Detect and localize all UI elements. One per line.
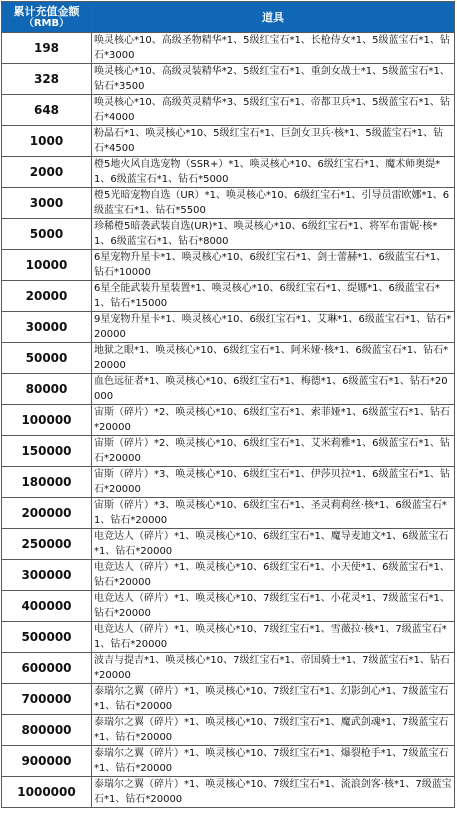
recharge-amount-cell: 2000 (2, 157, 92, 188)
reward-items-text: 泰瑞尔之翼（碎片）*1、唤灵核心*10、7级红宝石*1、爆裂枪手*1、7级蓝宝石*1、钻石*20000 (94, 748, 449, 774)
recharge-amount-cell: 180000 (2, 467, 92, 498)
table-row (2, 591, 455, 622)
recharge-amount-cell: 800000 (2, 715, 92, 746)
recharge-amount-cell: 150000 (2, 436, 92, 467)
reward-items-text: 宙斯（碎片）*3、唤灵核心*10、6级红宝石*1、伊莎贝拉*1、6级蓝宝石*1、钻石*20000 (94, 469, 450, 495)
table-row (2, 529, 455, 560)
reward-items-text: 地狱之眼*1、唤灵核心*10、6级红宝石*1、阿米娅·核*1、6级蓝宝石*1、钻石*20000 (94, 345, 449, 371)
reward-items-cell (92, 157, 455, 188)
reward-items-text: 波吉与提吉*1、唤灵核心*10、7级红宝石*1、帝国骑士*1、7级蓝宝石*1、钻石*20000 (94, 655, 450, 681)
recharge-amount-cell: 5000 (2, 219, 92, 250)
header-amount-unit: （RMB） (23, 17, 70, 29)
reward-items-text: 泰瑞尔之翼（碎片）*1、唤灵核心*10、7级红宝石*1、流浪剑客·核*1、7级蓝宝石*1、钻石*20000 (94, 779, 452, 805)
header-cumulative-amount (2, 2, 92, 33)
table-row (2, 684, 455, 715)
table-row (2, 622, 455, 653)
recharge-amount-cell: 200000 (2, 498, 92, 529)
reward-items-text: 橙5地火风自选宠物（SSR+）*1、唤灵核心*10、6级红宝石*1、魔术师奥缇*1、6级蓝宝石*1、钻石*5000 (94, 159, 441, 185)
reward-items-text: 唤灵核心*10、高级圣物精华*1、5级红宝石*1、长枪侍女*1、5级蓝宝石*1、钻石*3000 (94, 35, 450, 61)
recharge-amount-cell: 600000 (2, 653, 92, 684)
reward-items-cell (92, 95, 455, 126)
reward-items-text: 橙5光暗宠物自选（UR）*1、唤灵核心*10、6级红宝石*1、引导员雷欧娜*1、6级蓝宝石*1、钻石*5500 (94, 190, 450, 216)
table-row (2, 436, 455, 467)
table-row (2, 777, 455, 808)
recharge-amount-cell: 20000 (2, 281, 92, 312)
recharge-amount-cell: 80000 (2, 374, 92, 405)
reward-items-text: 粉晶石*1、唤灵核心*10、5级红宝石*1、巨剑女卫兵·核*1、5级蓝宝石*1、钻石*4500 (94, 128, 444, 154)
reward-items-text: 9星宠物升星卡*1、唤灵核心*10、6级红宝石*1、艾琳*1、6级蓝宝石*1、钻石*20000 (94, 314, 452, 340)
reward-items-cell (92, 219, 455, 250)
table-row (2, 715, 455, 746)
table-row (2, 188, 455, 219)
table-row (2, 33, 455, 64)
reward-items-cell (92, 777, 455, 808)
recharge-amount-cell: 400000 (2, 591, 92, 622)
reward-items-cell (92, 312, 455, 343)
header-amount-title: 累计充值金额 (13, 4, 80, 18)
table-row (2, 746, 455, 777)
recharge-amount-cell: 648 (2, 95, 92, 126)
reward-items-text: 电竞达人（碎片）*1、唤灵核心*10、7级红宝石*1、小花灵*1、7级蓝宝石*1、钻石*20000 (94, 593, 450, 619)
recharge-amount-cell: 50000 (2, 343, 92, 374)
recharge-amount-cell: 100000 (2, 405, 92, 436)
reward-items-cell (92, 250, 455, 281)
table-row (2, 64, 455, 95)
reward-items-text: 6星全能武装升星装置*1、唤灵核心*10、6级红宝石*1、缇娜*1、6级蓝宝石*1、钻石*15000 (94, 283, 440, 309)
reward-items-text: 珍稀橙5暗袭武装自选(UR)*1、唤灵核心*10、6级红宝石*1、将军布雷妮·核*1、6级蓝宝石*1、钻石*8000 (94, 221, 438, 247)
reward-items-text: 唤灵核心*10、高级灵装精华*2、5级红宝石*1、重剑女战士*1、5级蓝宝石*1、钻石*3500 (94, 66, 450, 92)
reward-items-cell (92, 622, 455, 653)
reward-items-cell (92, 684, 455, 715)
reward-items-cell (92, 343, 455, 374)
reward-items-cell (92, 281, 455, 312)
table-row (2, 219, 455, 250)
table-row (2, 343, 455, 374)
header-items: 道具 (92, 2, 455, 33)
recharge-amount-cell: 198 (2, 33, 92, 64)
recharge-amount-cell: 250000 (2, 529, 92, 560)
table-row (2, 653, 455, 684)
reward-items-cell (92, 33, 455, 64)
reward-items-cell (92, 374, 455, 405)
reward-items-text: 电竞达人（碎片）*1、唤灵核心*10、6级红宝石*1、小天使*1、6级蓝宝石*1、钻石*20000 (94, 562, 450, 588)
reward-items-text: 血色远征者*1、唤灵核心*10、6级红宝石*1、梅德*1、6级蓝宝石*1、钻石*20000 (94, 376, 448, 402)
table-row (2, 374, 455, 405)
reward-items-cell (92, 653, 455, 684)
reward-items-cell (92, 64, 455, 95)
table-row (2, 250, 455, 281)
reward-items-text: 6星宠物升星卡*1、唤灵核心*10、6级红宝石*1、剑士蕾赫*1、6级蓝宝石*1、钻石*10000 (94, 252, 447, 278)
table-row (2, 157, 455, 188)
table-row (2, 95, 455, 126)
reward-items-cell (92, 560, 455, 591)
reward-items-text: 电竞达人（碎片）*1、唤灵核心*10、6级红宝石*1、魔导麦迪文*1、6级蓝宝石*1、钻石*20000 (94, 531, 449, 557)
table-row (2, 405, 455, 436)
recharge-amount-cell: 328 (2, 64, 92, 95)
recharge-amount-cell: 30000 (2, 312, 92, 343)
table-row (2, 560, 455, 591)
reward-items-text: 宙斯（碎片）*3、唤灵核心*10、6级红宝石*1、圣灵莉莉丝·核*1、6级蓝宝石*1、钻石*20000 (94, 500, 447, 526)
reward-items-cell (92, 746, 455, 777)
reward-items-cell (92, 188, 455, 219)
reward-items-text: 宙斯（碎片）*2、唤灵核心*10、6级红宝石*1、艾米莉雅*1、6级蓝宝石*1、钻石*20000 (94, 438, 450, 464)
table-row (2, 126, 455, 157)
recharge-amount-cell: 700000 (2, 684, 92, 715)
reward-items-cell (92, 436, 455, 467)
reward-items-text: 泰瑞尔之翼（碎片）*1、唤灵核心*10、7级红宝石*1、幻影剑心*1、7级蓝宝石*1、钻石*20000 (94, 686, 449, 712)
table-row (2, 467, 455, 498)
reward-items-cell (92, 126, 455, 157)
reward-items-cell (92, 405, 455, 436)
recharge-amount-cell: 1000000 (2, 777, 92, 808)
reward-items-text: 宙斯（碎片）*2、唤灵核心*10、6级红宝石*1、索菲娅*1、6级蓝宝石*1、钻石*20000 (94, 407, 450, 433)
recharge-reward-table (1, 1, 455, 808)
reward-items-cell (92, 467, 455, 498)
reward-items-text: 电竞达人（碎片）*1、唤灵核心*10、7级红宝石*1、雪薇拉·核*1、7级蓝宝石*1、钻石*20000 (94, 624, 447, 650)
reward-items-text: 唤灵核心*10、高级英灵精华*3、5级红宝石*1、帝都卫兵*1、5级蓝宝石*1、钻石*4000 (94, 97, 450, 123)
recharge-amount-cell: 3000 (2, 188, 92, 219)
table-body (2, 33, 455, 808)
recharge-amount-cell: 900000 (2, 746, 92, 777)
recharge-amount-cell: 1000 (2, 126, 92, 157)
table-row (2, 312, 455, 343)
table-row (2, 498, 455, 529)
reward-items-cell (92, 498, 455, 529)
reward-items-cell (92, 529, 455, 560)
reward-items-text: 泰瑞尔之翼（碎片）*1、唤灵核心*10、7级红宝石*1、魔武剑魂*1、7级蓝宝石*1、钻石*20000 (94, 717, 449, 743)
reward-items-cell (92, 591, 455, 622)
recharge-amount-cell: 10000 (2, 250, 92, 281)
reward-items-cell (92, 715, 455, 746)
table-header-row (2, 2, 455, 33)
table-row (2, 281, 455, 312)
recharge-amount-cell: 500000 (2, 622, 92, 653)
recharge-amount-cell: 300000 (2, 560, 92, 591)
